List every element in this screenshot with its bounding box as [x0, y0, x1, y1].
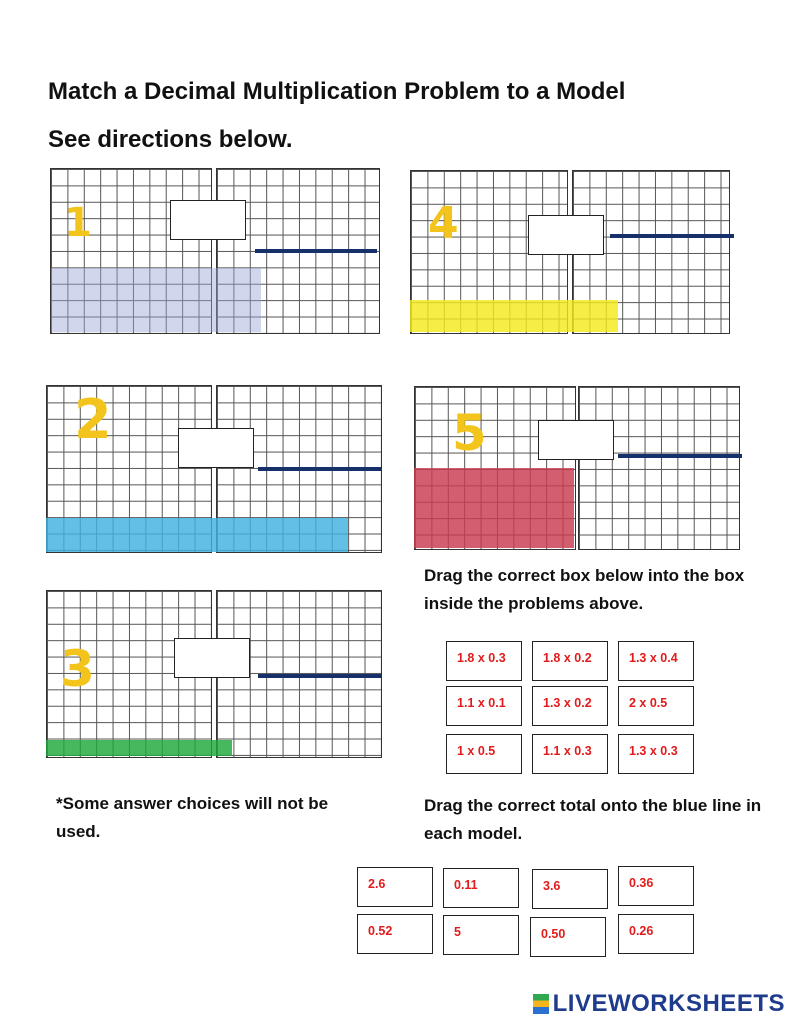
total-choice[interactable]: 2.6 — [357, 867, 433, 907]
model-5-shading — [414, 468, 574, 548]
problem-choice[interactable]: 1.3 x 0.4 — [618, 641, 694, 681]
page-title: Match a Decimal Multiplication Problem to a Model — [48, 78, 626, 105]
model-1-total-line[interactable] — [255, 249, 377, 253]
unused-choices-note: *Some answer choices will not be used. — [56, 794, 329, 841]
brand-name: LIVEWORKSHEETS — [552, 990, 785, 1017]
model-2-shading — [46, 518, 348, 552]
total-choice[interactable]: 5 — [443, 915, 519, 955]
page-subtitle: See directions below. — [48, 126, 293, 153]
problem-choice[interactable]: 1 x 0.5 — [446, 734, 522, 774]
model-3-shading — [46, 740, 232, 756]
model-1-shading — [51, 268, 261, 332]
problem-directions: Drag the correct box below into the box inside the problems above. — [424, 566, 745, 613]
total-choice[interactable]: 3.6 — [532, 869, 608, 909]
problem-choice[interactable]: 1.1 x 0.1 — [446, 686, 522, 726]
total-directions: Drag the correct total onto the blue line in each model. — [424, 796, 762, 843]
problem-choice[interactable]: 1.3 x 0.2 — [532, 686, 608, 726]
total-choice[interactable]: 0.11 — [443, 868, 519, 908]
model-3-total-line[interactable] — [258, 674, 382, 678]
model-3-number: 3 — [60, 640, 95, 698]
problem-choice[interactable]: 2 x 0.5 — [618, 686, 694, 726]
model-5-problem-dropzone[interactable] — [538, 420, 614, 460]
model-1-number: 1 — [64, 200, 92, 246]
model-5-total-line[interactable] — [618, 454, 742, 458]
problem-choice[interactable]: 1.3 x 0.3 — [618, 734, 694, 774]
model-2-total-line[interactable] — [258, 467, 382, 471]
model-2-problem-dropzone[interactable] — [178, 428, 254, 468]
total-choice[interactable]: 0.50 — [530, 917, 606, 957]
problem-choice[interactable]: 1.8 x 0.2 — [532, 641, 608, 681]
model-1-problem-dropzone[interactable] — [170, 200, 246, 240]
total-choice[interactable]: 0.52 — [357, 914, 433, 954]
model-4-number: 4 — [428, 198, 459, 249]
problem-choice[interactable]: 1.8 x 0.3 — [446, 641, 522, 681]
liveworksheets-icon — [533, 994, 549, 1014]
model-4-problem-dropzone[interactable] — [528, 215, 604, 255]
model-4-total-line[interactable] — [610, 234, 734, 238]
brand-logo — [533, 990, 785, 1018]
model-3-problem-dropzone[interactable] — [174, 638, 250, 678]
problem-choice[interactable]: 1.1 x 0.3 — [532, 734, 608, 774]
model-5-grid-right — [578, 386, 740, 550]
total-choice[interactable]: 0.36 — [618, 866, 694, 906]
total-choice[interactable]: 0.26 — [618, 914, 694, 954]
model-4-shading — [410, 300, 618, 332]
model-2-number: 2 — [74, 388, 112, 451]
model-5-number: 5 — [452, 404, 487, 462]
